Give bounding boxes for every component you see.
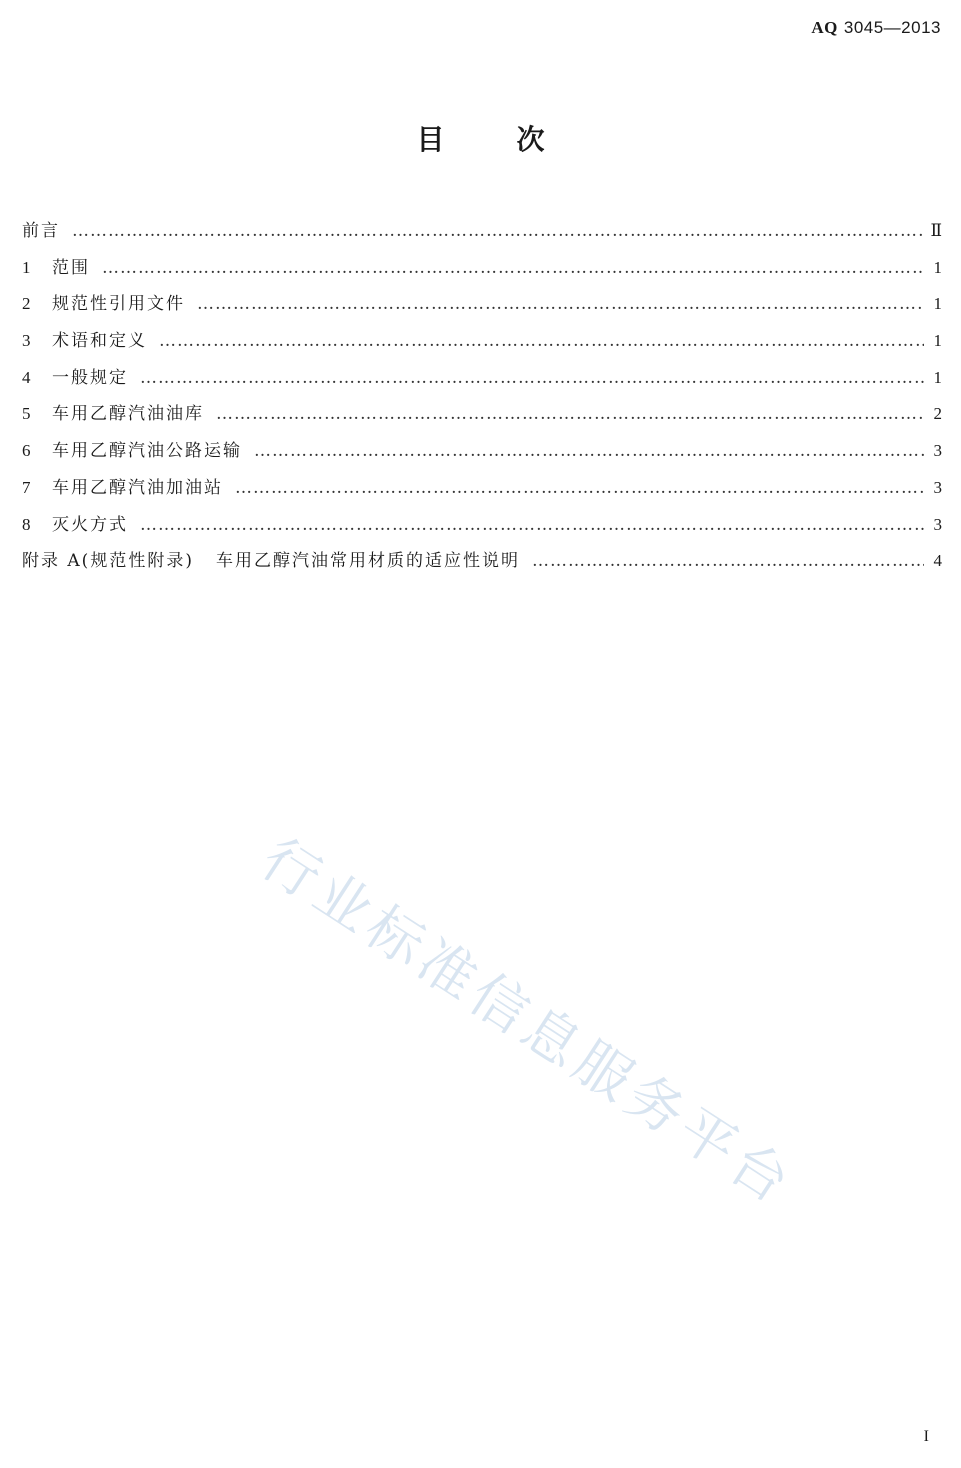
toc-entry-label: 车用乙醇汽油公路运输: [52, 441, 242, 462]
page-number: I: [923, 1428, 929, 1445]
toc-entry-page: Ⅱ: [930, 221, 942, 240]
table-of-contents: [22, 216, 942, 583]
toc-entry-foreword[interactable]: [22, 216, 942, 253]
toc-entry-label: 范围: [52, 257, 90, 278]
toc-entry-number: 3: [22, 331, 31, 351]
toc-entry-page: 1: [933, 367, 942, 387]
toc-entry-number: 4: [22, 367, 31, 387]
toc-dot-leader: [532, 551, 924, 571]
toc-entry-page: 3: [933, 477, 942, 497]
standard-code-prefix: AQ: [811, 18, 838, 37]
toc-entry-number: 2: [22, 294, 31, 314]
toc-entry-page: 1: [933, 257, 942, 277]
toc-entry-label: 车用乙醇汽油加油站: [52, 477, 223, 498]
toc-dot-leader: [235, 478, 924, 498]
toc-entry-2[interactable]: [22, 289, 942, 326]
toc-entry-page: 1: [933, 294, 942, 314]
toc-dot-leader: [140, 515, 924, 535]
toc-entry-page: 3: [933, 441, 942, 461]
toc-entry-page: 3: [933, 514, 942, 534]
toc-entry-page: 4: [933, 551, 942, 571]
standard-code-number: 3045—2013: [843, 18, 941, 37]
toc-entry-subtitle: 车用乙醇汽油常用材质的适应性说明: [215, 551, 520, 572]
toc-entry-6[interactable]: [22, 436, 942, 473]
toc-entry-1[interactable]: [22, 253, 942, 290]
toc-entry-5[interactable]: [22, 399, 942, 436]
toc-dot-leader: [216, 404, 924, 424]
toc-entry-page: 1: [933, 331, 942, 351]
toc-entry-3[interactable]: [22, 326, 942, 363]
toc-entry-appendix-a[interactable]: [22, 546, 942, 583]
toc-dot-leader: [254, 441, 924, 461]
toc-entry-number: 1: [22, 257, 31, 277]
toc-entry-label: 灭火方式: [52, 514, 128, 535]
standard-code: [811, 18, 941, 38]
toc-dot-leader: [197, 294, 924, 314]
toc-entry-8[interactable]: [22, 510, 942, 547]
toc-entry-number: 5: [22, 404, 31, 424]
toc-entry-7[interactable]: [22, 473, 942, 510]
watermark: 行业标准信息服务平台: [249, 826, 806, 1219]
toc-dot-leader: [159, 331, 924, 351]
toc-dot-leader: [102, 258, 924, 278]
toc-entry-label: 前言: [22, 221, 60, 241]
toc-entry-label: 附录 A(规范性附录): [22, 551, 194, 572]
toc-entry-4[interactable]: [22, 363, 942, 400]
toc-entry-number: 6: [22, 441, 31, 461]
page-title: 目次: [416, 123, 617, 156]
toc-entry-label: 术语和定义: [52, 331, 147, 352]
toc-entry-number: 7: [22, 477, 31, 497]
toc-entry-label: 车用乙醇汽油油库: [52, 404, 204, 425]
toc-dot-leader: [140, 368, 924, 388]
toc-entry-label: 一般规定: [52, 367, 128, 388]
toc-entry-label: 规范性引用文件: [52, 294, 185, 315]
toc-dot-leader: [72, 221, 922, 241]
toc-entry-number: 8: [22, 514, 31, 534]
toc-entry-page: 2: [933, 404, 942, 424]
